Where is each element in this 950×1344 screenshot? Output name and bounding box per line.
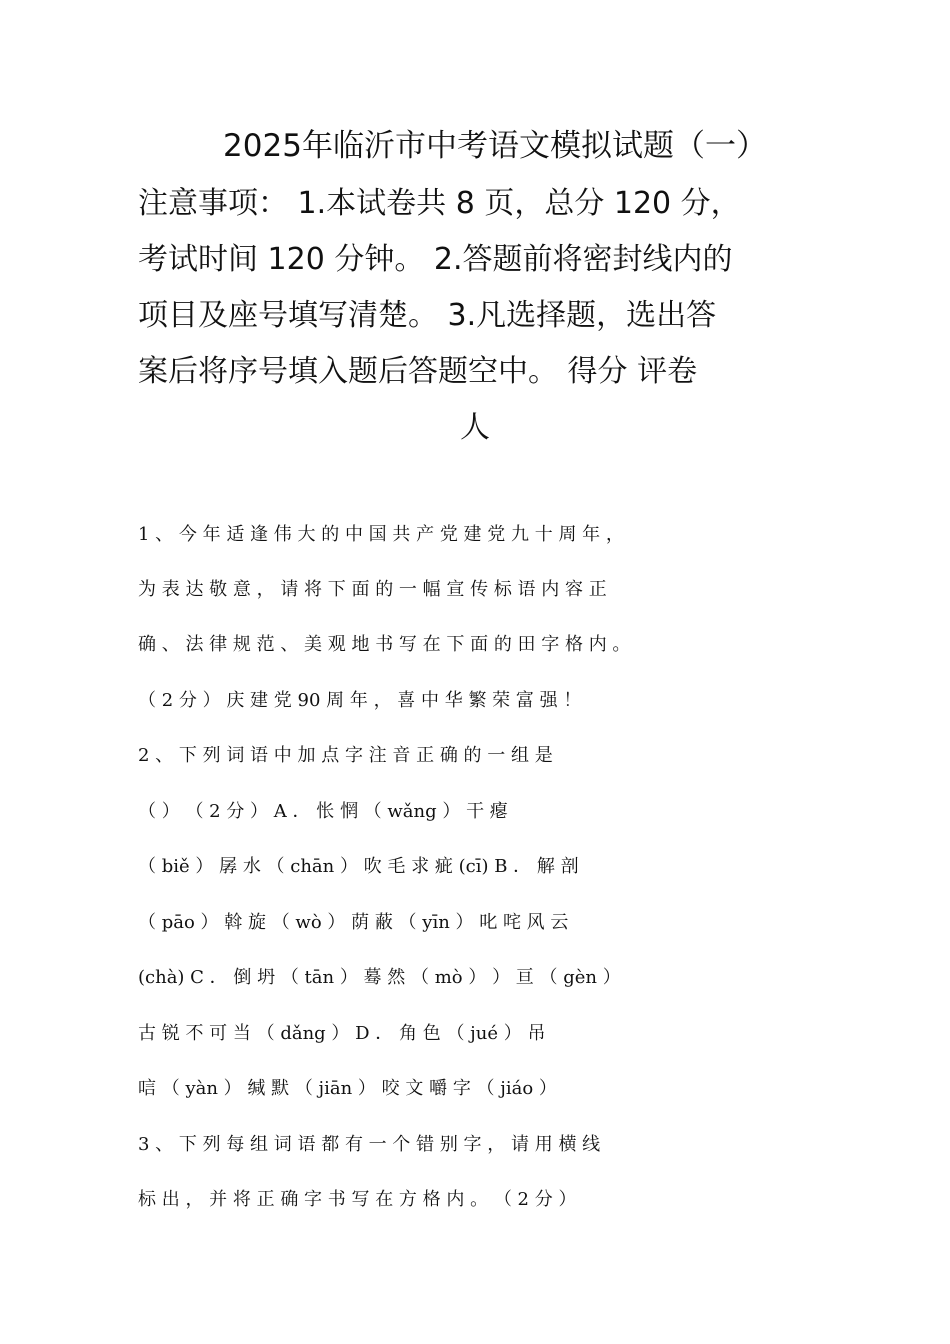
- notice-line-1: 注意事项： 1.本试卷共 8 页，总分 120 分，: [138, 186, 741, 221]
- question-line-11: 唁 （ yàn ） 缄 默 （ jiān ） 咬 文 嚼 字 （ jiáo ）: [138, 1078, 557, 1099]
- notice-line-3: 项目及座号填写清楚。 3.凡选择题，选出答: [138, 298, 717, 333]
- question-line-13: 标 出 ， 并 将 正 确 字 书 写 在 方 格 内 。 （ 2 分 ）: [138, 1189, 577, 1210]
- question-line-9: (chà) C ． 倒 坍 （ tān ） 蓦 然 （ mò ） ） 亘 （ gèn ）: [138, 967, 621, 988]
- notice-line-5: 人: [460, 410, 490, 445]
- question-line-4: （ 2 分 ） 庆 建 党 90 周 年 ， 喜 中 华 繁 荣 富 强 ！: [138, 690, 582, 711]
- question-line-10: 古 锐 不 可 当 （ dǎng ） D ． 角 色 （ jué ） 吊: [138, 1023, 546, 1044]
- question-line-5: 2 、 下 列 词 语 中 加 点 字 注 音 正 确 的 一 组 是: [138, 745, 553, 766]
- page-title: 2025年临沂市中考语文模拟试题（一）: [223, 128, 767, 164]
- question-line-6: （ ） （ 2 分 ） A ． 怅 惘 （ wǎng ） 干 瘪: [138, 801, 508, 822]
- question-line-12: 3 、 下 列 每 组 词 语 都 有 一 个 错 别 字 ， 请 用 横 线: [138, 1134, 601, 1155]
- question-line-2: 为 表 达 敬 意 ， 请 将 下 面 的 一 幅 宣 传 标 语 内 容 正: [138, 579, 607, 600]
- question-line-7: （ biě ） 孱 水 （ chān ） 吹 毛 求 疵 (cī) B ． 解 剖: [138, 856, 579, 877]
- question-line-1: 1 、 今 年 适 逢 伟 大 的 中 国 共 产 党 建 党 九 十 周 年 ，: [138, 524, 624, 545]
- notice-line-2: 考试时间 120 分钟。 2.答题前将密封线内的: [138, 242, 733, 277]
- question-line-3: 确 、 法 律 规 范 、 美 观 地 书 写 在 下 面 的 田 字 格 内 。: [138, 634, 631, 655]
- question-line-8: （ pāo ） 斡 旋 （ wò ） 荫 蔽 （ yīn ） 叱 咤 风 云: [138, 912, 569, 933]
- notice-line-4: 案后将序号填入题后答题空中。 得分 评卷: [138, 354, 698, 389]
